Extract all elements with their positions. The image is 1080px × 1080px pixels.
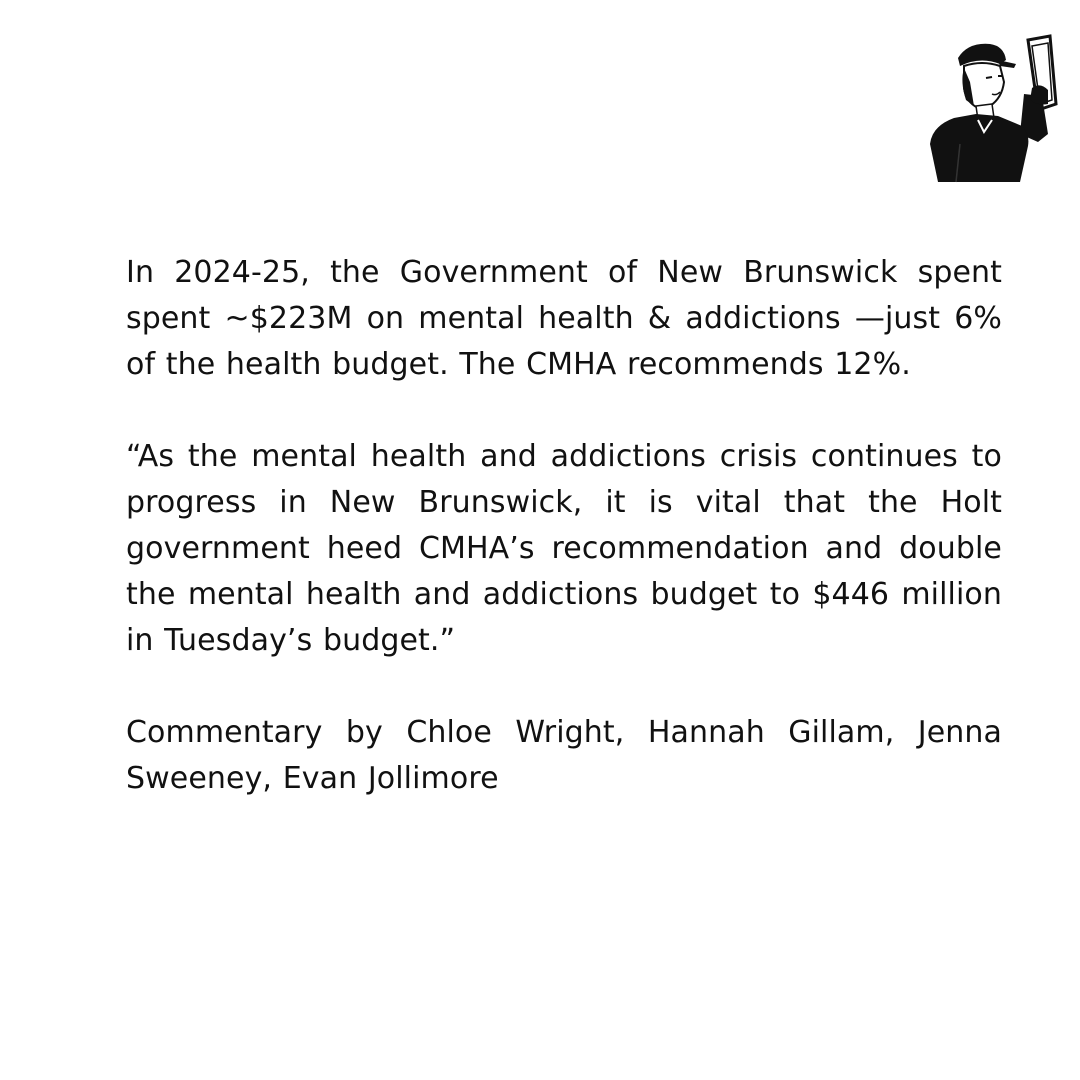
quote-paragraph: “As the mental health and addictions crisis continues to progress in New Brunswick, it is vital that the Holt government heed CMHA’s recommendation and double the mental health and addictions budget to $446 million in Tuesday’s budget.”	[126, 439, 1002, 658]
article-body	[126, 250, 1002, 802]
commentary-credit: Commentary by Chloe Wright, Hannah Gillam, Jenna Sweeney, Evan Jollimore	[126, 715, 1002, 796]
person-holding-sign-icon	[920, 34, 1060, 184]
budget-fact-paragraph: In 2024-25, the Government of New Brunswick spent spent ~$223M on mental health & addictions —just 6% of the health budget. The CMHA recommends 12%.	[126, 255, 1002, 382]
